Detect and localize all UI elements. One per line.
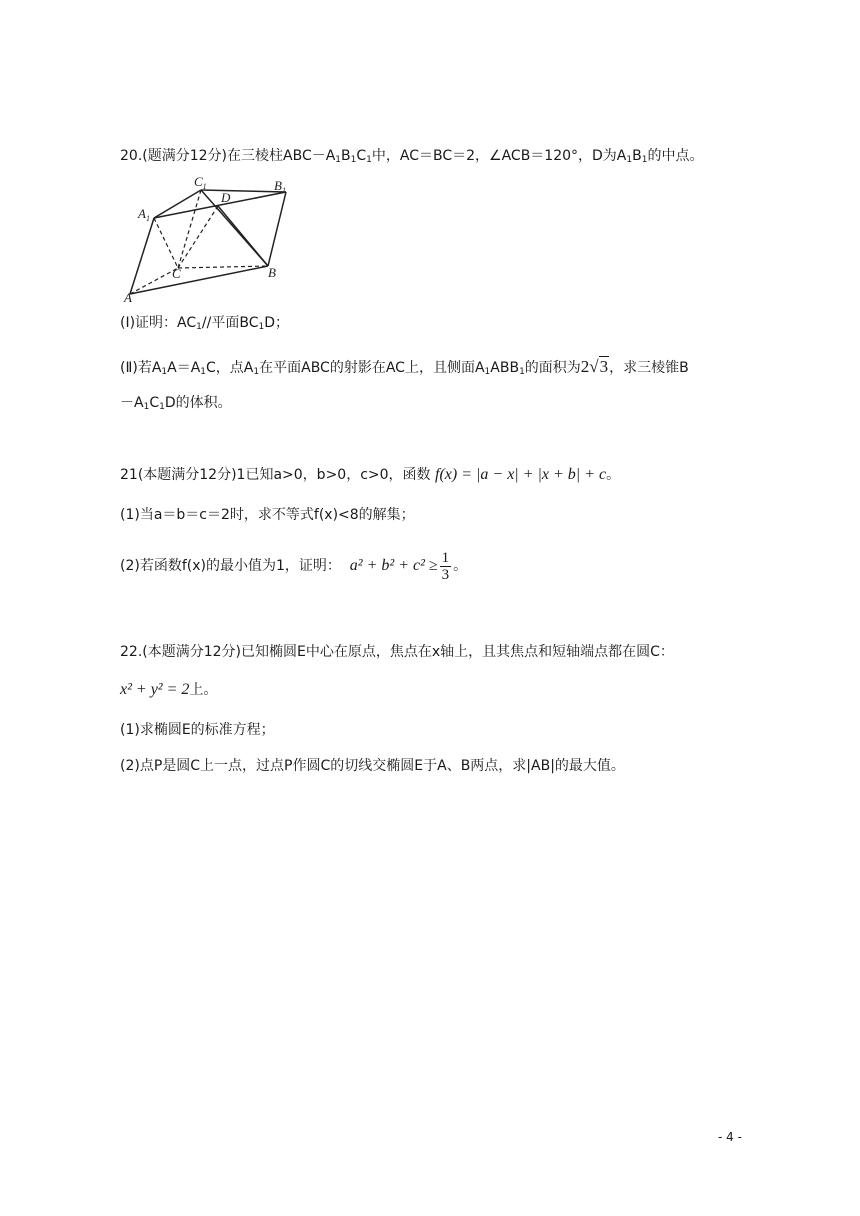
label-c: C: [172, 266, 181, 281]
label-b1: $B_1$: [274, 178, 286, 195]
q21-part2: (2)若函数f(x)的最小值为1，证明： a² + b² + c² ≥ $\frac{1}{3}$ 。: [120, 549, 468, 583]
q20-part2-line1: (Ⅱ)若$A_1A=A_1C$，点$A_1$在平面ABC的射影在AC上，且侧面$A_1ABB_1$的面积为2√3，求三棱锥B: [120, 357, 689, 377]
q22-part2: (2)点P是圆C上一点，过点P作圆C的切线交椭圆E于A、B两点，求|AB|的最大值。: [120, 758, 625, 774]
q21-title: 21(本题满分12分)1已知a>0，b>0，c>0，函数 f(x) = |a − x| + |x + b| + c。: [120, 466, 621, 483]
label-c1: $C_1$: [194, 176, 207, 191]
q22-title: 22.(本题满分12分)已知椭圆E中心在原点，焦点在x轴上，且其焦点和短轴端点都在圆C：: [120, 644, 674, 660]
function-expr: f(x) = |a − x| + |x + b| + c: [435, 466, 607, 483]
label-a: A: [124, 290, 132, 305]
page-number: - 4 -: [718, 1130, 742, 1144]
q21-part1: (1)当a＝b＝c＝2时，求不等式f(x)<8的解集；: [120, 507, 415, 523]
label-a1: $A_1$: [138, 206, 150, 223]
prism-figure: [118, 176, 294, 306]
q22-circle-eq: x² + y² = 2上。: [120, 681, 218, 698]
q20-title: 20.(题满分12分)在三棱柱$ABC-A_1B_1C_1$中，AC＝BC＝2，∠ACB＝120°，D为$A_1B_1$的中点。: [120, 148, 704, 165]
label-b: B: [268, 265, 276, 280]
q22-part1: (1)求椭圆E的标准方程；: [120, 722, 275, 738]
inequality: a² + b² + c² ≥: [349, 557, 438, 574]
q20-part1: (Ⅰ)证明：$AC_1//$平面$BC_1D$；: [120, 315, 289, 332]
fraction-one-third: $\frac{1}{3}$: [441, 549, 450, 583]
area-value: 2√3: [580, 357, 609, 376]
label-d: D: [221, 190, 231, 205]
q20-part2-line2: $-A_1C_1D$的体积。: [120, 395, 232, 412]
